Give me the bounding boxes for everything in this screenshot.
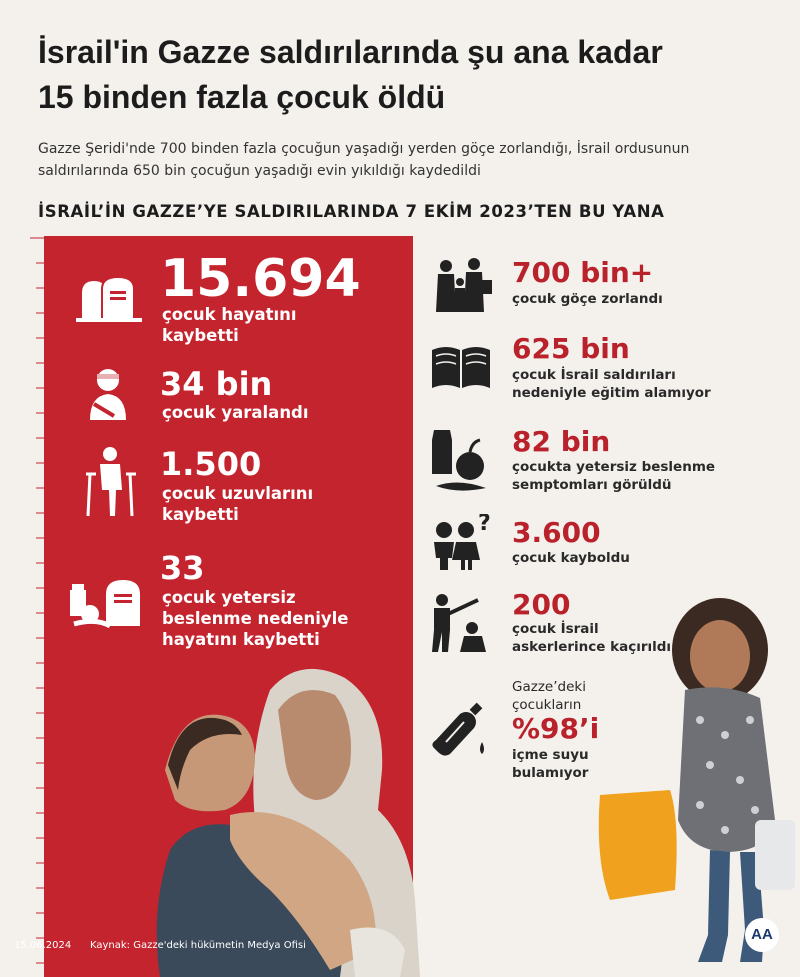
stat-abducted-label [512, 620, 671, 656]
stat-limbs-label-line-2: kaybetti [162, 505, 239, 524]
stat-limbs-label-line-1: çocuk uzuvlarını [162, 484, 314, 503]
book-icon [428, 342, 494, 392]
stat-missing-value: 3.600 [512, 516, 601, 549]
water-stat-pre-line-1: Gazze’deki [512, 679, 586, 695]
water-stat-value: %98’i [512, 712, 600, 745]
subtitle-line-1: Gazze Şeridi'nde 700 binden fazla çocuğun yaşadığı yerden göçe zorlandığı, İsrail ordusunun [38, 141, 690, 157]
stat-missing-label: çocuk kayboldu [512, 550, 630, 566]
page-title [38, 30, 778, 120]
stat-education-label [512, 366, 711, 402]
displaced-family-icon [428, 258, 494, 314]
stat-malnutrition-death-value: 33 [160, 549, 205, 587]
stat-malnutrition-death-label-line-3: hayatını kaybetti [162, 630, 320, 649]
stat-abducted-label-line-1: çocuk İsrail [512, 621, 599, 637]
stat-malnutrition-death-label-line-2: beslenme nedeniyle [162, 609, 349, 628]
water-stat-post-line-2: bulamıyor [512, 765, 589, 781]
stat-malnutrition-label [512, 458, 715, 494]
stat-malnutrition-label-line-2: semptomları görüldü [512, 477, 672, 493]
stat-limbs-label [162, 483, 313, 525]
stat-malnutrition-value: 82 bin [512, 425, 611, 458]
stat-malnutrition-death-label [162, 587, 349, 650]
svg-text:?: ? [478, 514, 491, 536]
stat-killed-label [162, 304, 297, 346]
section-title: İSRAİL’İN GAZZE’YE SALDIRILARINDA 7 EKİM 2023’TEN BU YANA [38, 202, 665, 221]
stat-education-label-line-2: nedeniyle eğitim alamıyor [512, 385, 711, 401]
aa-logo: AA [745, 918, 779, 952]
title-line-2: 15 binden fazla çocuk öldü [38, 79, 446, 115]
water-stat-post-line-1: içme suyu [512, 747, 589, 763]
subtitle-line-2: saldırılarında 650 bin çocuğun yaşadığı evin yıkıldığı kaydedildi [38, 163, 481, 179]
water-bottle-icon [426, 700, 486, 760]
title-line-1: İsrail'in Gazze saldırılarında şu ana kadar [38, 34, 663, 70]
stat-displaced-label: çocuk göçe zorlandı [512, 291, 663, 307]
stat-displaced-value: 700 bin+ [512, 256, 654, 289]
stat-education-value: 625 bin [512, 332, 630, 365]
footer-source: Kaynak: Gazze'deki hükümetin Medya Ofisi [90, 940, 306, 951]
food-grave-icon [66, 576, 148, 630]
ruler-decoration [24, 236, 44, 966]
stat-injured-label: çocuk yaralandı [162, 403, 309, 422]
stat-killed-label-line-2: kaybetti [162, 326, 239, 345]
grave-icon [74, 275, 144, 323]
stat-injured-value: 34 bin [160, 365, 273, 403]
stat-abducted-value: 200 [512, 588, 571, 621]
missing-children-icon [428, 514, 494, 570]
water-stat-pre-line-2: çocukların [512, 697, 582, 713]
stat-education-label-line-1: çocuk İsrail saldırıları [512, 367, 676, 383]
crutches-icon [82, 446, 138, 518]
food-icon [428, 426, 494, 494]
soldier-icon [428, 592, 494, 652]
water-stat-post [512, 746, 589, 782]
stat-killed-label-line-1: çocuk hayatını [162, 305, 297, 324]
stat-malnutrition-death-label-line-1: çocuk yetersiz [162, 588, 296, 607]
stat-malnutrition-label-line-1: çocukta yetersiz beslenme [512, 459, 716, 475]
stat-abducted-label-line-2: askerlerince kaçırıldı [512, 639, 672, 655]
stat-killed-value: 15.694 [160, 249, 361, 309]
stat-limbs-value: 1.500 [160, 445, 262, 483]
mother-child-photo [150, 650, 450, 977]
footer-date: 15.06.2024 [14, 940, 72, 951]
injured-child-icon [84, 366, 132, 420]
subtitle [38, 138, 778, 182]
water-stat-pre [512, 678, 586, 714]
